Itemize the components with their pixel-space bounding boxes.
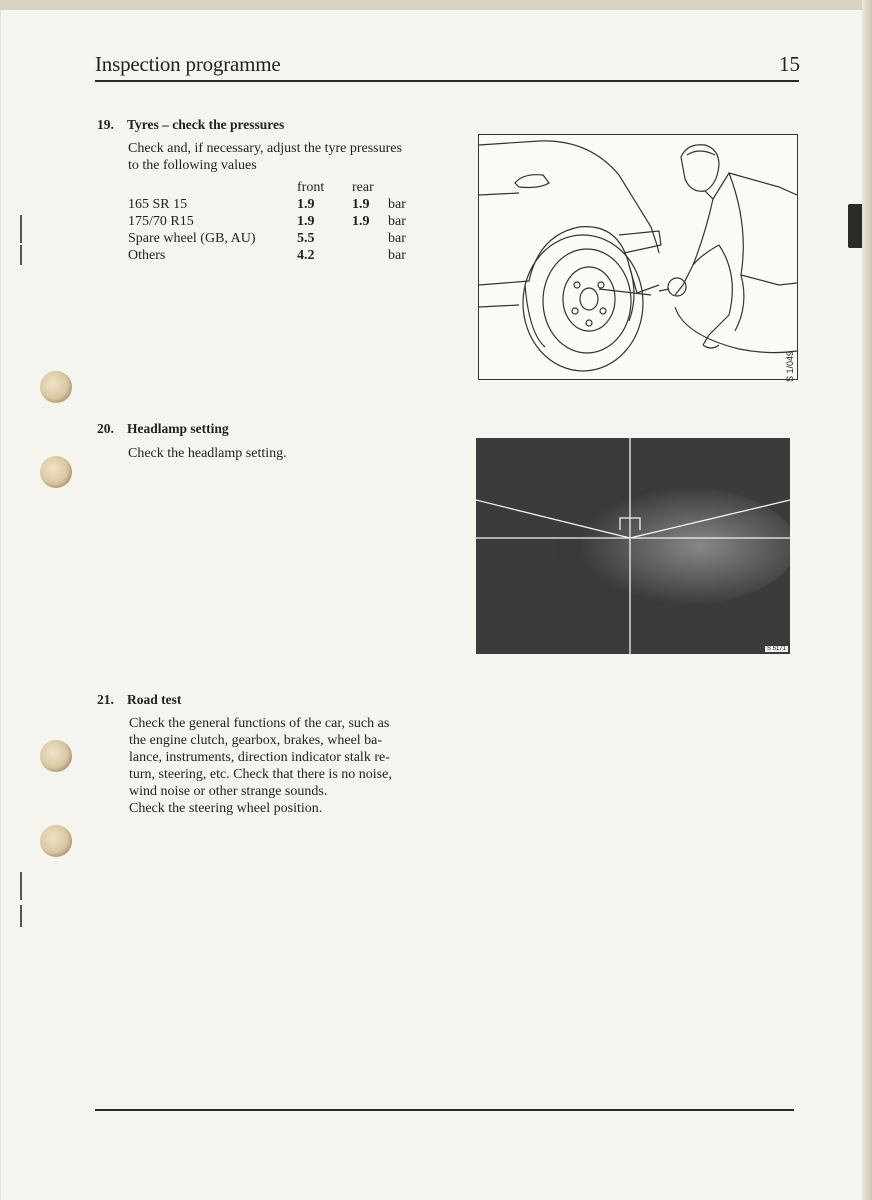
table-row xyxy=(128,248,406,265)
section-21-heading xyxy=(97,692,181,708)
text-line: lance, instruments, direction indicator stalk re- xyxy=(129,750,390,765)
front-pressure: 1.9 xyxy=(297,214,315,229)
tyre-size: Spare wheel (GB, AU) xyxy=(128,231,256,246)
front-pressure: 5.5 xyxy=(297,231,315,246)
front-pressure: 4.2 xyxy=(297,248,315,263)
headlamp-aim-photo xyxy=(476,438,790,654)
binder-hole xyxy=(40,740,72,772)
text-line: wind noise or other strange sounds. xyxy=(129,784,328,799)
rear-pressure xyxy=(352,248,388,265)
binder-mark xyxy=(20,245,22,265)
table-row xyxy=(128,197,406,214)
footer-rule xyxy=(95,1109,794,1111)
binder-hole xyxy=(40,371,72,403)
figure-code: S 5171 xyxy=(766,646,786,652)
front-pressure: 1.9 xyxy=(297,197,315,212)
text-line: Check the steering wheel position. xyxy=(129,801,323,816)
binder-hole xyxy=(40,456,72,488)
headlamp-pattern-drawing xyxy=(476,438,790,654)
section-20-heading xyxy=(97,421,229,437)
tyre-size: Others xyxy=(128,248,166,263)
section-19-intro xyxy=(128,140,402,174)
tyre-size: 165 SR 15 xyxy=(128,197,188,212)
binder-mark xyxy=(20,215,22,243)
header-rule xyxy=(95,80,799,82)
intro-line: Check and, if necessary, adjust the tyre pressures xyxy=(128,141,402,156)
section-number: 21. xyxy=(97,692,114,707)
text-line: turn, steering, etc. Check that there is no noise, xyxy=(129,767,392,782)
rear-pressure xyxy=(352,231,388,248)
binder-mark xyxy=(20,872,22,900)
text-line: Check the general functions of the car, such as xyxy=(129,716,390,731)
section-number: 19. xyxy=(97,117,114,132)
pressure-unit: bar xyxy=(388,197,406,212)
page-number: 15 xyxy=(779,52,800,76)
table-header-row xyxy=(128,180,406,197)
section-20-text: Check the headlamp setting. xyxy=(128,446,287,461)
tyre-pressure-illustration xyxy=(478,134,798,383)
pressure-unit: bar xyxy=(388,214,406,229)
text-line: the engine clutch, gearbox, brakes, wheel ba- xyxy=(129,733,383,748)
tyre-size: 175/70 R15 xyxy=(128,214,194,229)
section-21-text xyxy=(129,715,392,817)
section-title: Headlamp setting xyxy=(127,421,229,436)
binder-mark xyxy=(20,905,22,927)
intro-line: to the following values xyxy=(128,158,257,173)
table-row xyxy=(128,231,406,248)
tyre-check-drawing xyxy=(479,135,797,379)
tyre-pressure-table xyxy=(128,180,406,265)
table-row xyxy=(128,214,406,231)
index-tab-marker xyxy=(848,204,862,248)
rear-pressure: 1.9 xyxy=(352,197,370,212)
column-header-rear: rear xyxy=(352,180,374,195)
pressure-unit: bar xyxy=(388,248,406,263)
section-number: 20. xyxy=(97,421,114,436)
rear-pressure: 1.9 xyxy=(352,214,370,229)
section-19-heading xyxy=(97,117,284,133)
figure-code: S 1/049 xyxy=(785,351,795,383)
pressure-unit: bar xyxy=(388,231,406,246)
section-title: Tyres – check the pressures xyxy=(127,117,285,132)
page-title: Inspection programme xyxy=(95,52,281,76)
section-title: Road test xyxy=(127,692,182,707)
binder-hole xyxy=(40,825,72,857)
column-header-front: front xyxy=(297,180,325,195)
page-edge xyxy=(862,0,872,1200)
